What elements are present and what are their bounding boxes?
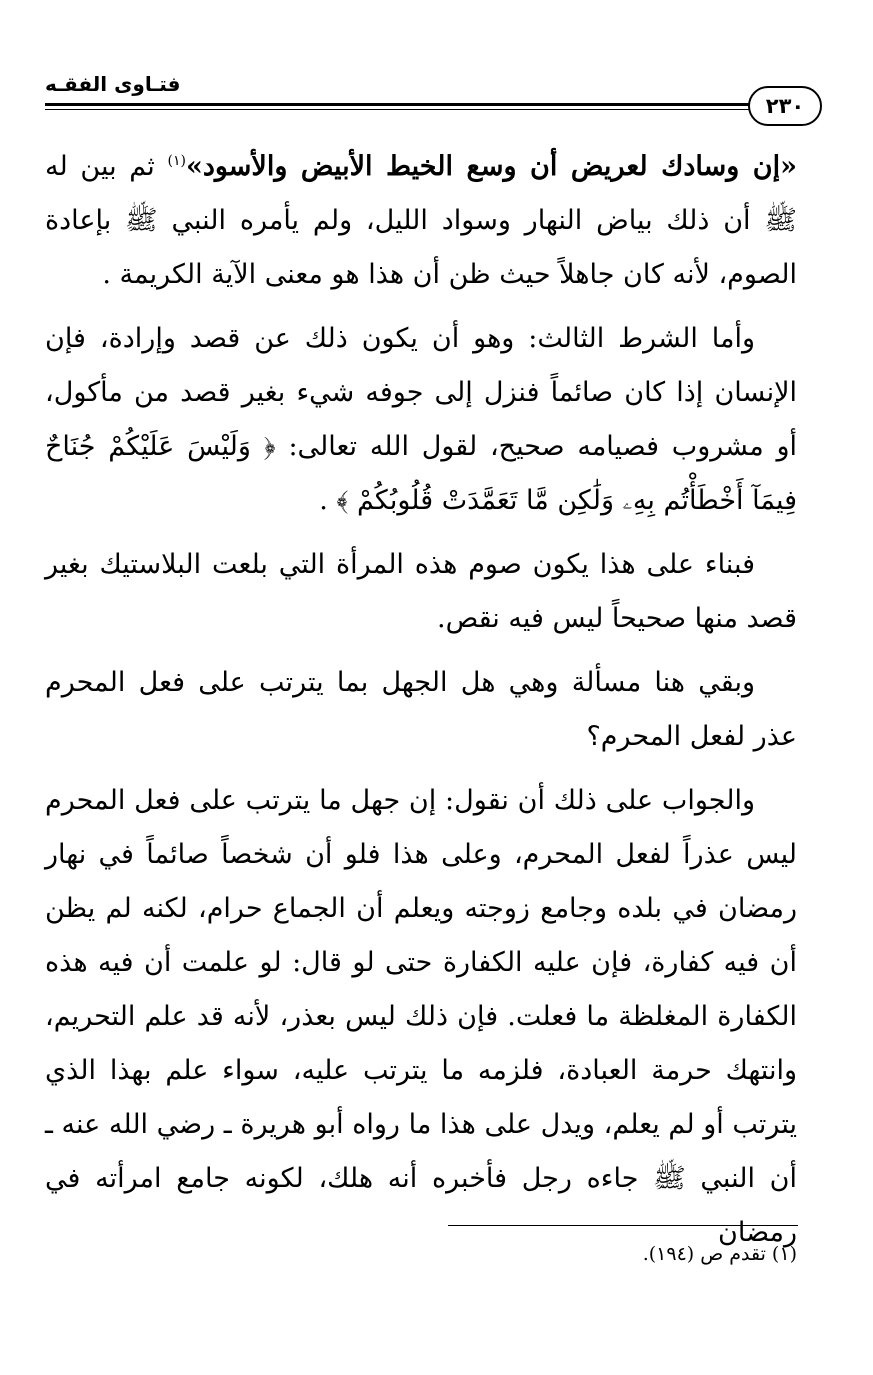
paragraph-4: وبقي هنا مسألة وهي هل الجهل بما يترتب على فعل المحرم عذر لفعل المحرم؟ [45, 667, 797, 752]
paragraph-5: والجواب على ذلك أن نقول: إن جهل ما يترتب على فعل المحرم ليس عذراً لفعل المحرم، وعلى هذا فلو أن شخصاً صائماً في نهار رمضان في بلده وجامع زوجته ويعلم أن الجماع حرام، لكنه لم يظن أن فيه كفارة، فإن عليه الكفارة حتى لو قال: لو علمت أن فيه هذه الكفارة المغلظة ما فعلت. فإن ذلك ليس بعذر، لأنه قد علم التحريم، وانتهك حرمة العبادة، فلزمه ما يترتب عليه، سواء علم بهذا الذي يترتب أو لم يعلم، ويدل على هذا ما رواه أبو هريرة ـ رضي الله عنه ـ أن النبي ﷺ جاءه رجل فأخبره أنه هلك، لكونه جامع امرأته في رمضان [45, 785, 797, 1248]
header-rule [45, 103, 751, 110]
paragraph-2-text: وأما الشرط الثالث: وهو أن يكون ذلك عن قصد وإرادة، فإن الإنسان إذا كان صائماً فنزل إلى جوفه شيء بغير قصد من مأكول، أو مشروب فصيامه صحيح، لقول الله تعالى: [45, 323, 797, 462]
page-number: ٢٣٠ [748, 86, 822, 126]
footnote-ref[interactable]: (١) [167, 153, 186, 169]
footnote-rule [448, 1225, 798, 1226]
hadith-quote: «إن وسادك لعريض أن وسع الخيط الأبيض والأسود» [185, 151, 797, 182]
page-body [45, 140, 797, 1270]
paragraph-2-end: . [319, 485, 337, 516]
quran-verse: ﴿ وَلَيْسَ عَلَيْكُمْ جُنَاحٌ فِيمَآ أَخْطَأْتُم بِهِۦ وَلَٰكِن مَّا تَعَمَّدَتْ قُلُوبُكُمْ ﴾ [45, 431, 797, 516]
paragraph-1 [45, 140, 797, 302]
paragraph-3: فبناء على هذا يكون صوم هذه المرأة التي بلعت البلاستيك بغير قصد منها صحيحاً ليس فيه نقص. [45, 549, 797, 634]
paragraph-2 [45, 312, 797, 528]
paragraph-1-text: ثم بين له ﷺ أن ذلك بياض النهار وسواد الليل، ولم يأمره النبي ﷺ بإعادة الصوم، لأنه كان جاهلاً حيث ظن أن هذا هو معنى الآية الكريمة . [45, 151, 797, 290]
running-header-title: فتـاوى الفقـه [45, 72, 181, 96]
footnote: (١) تقدم ص (١٩٤). [642, 1243, 797, 1265]
